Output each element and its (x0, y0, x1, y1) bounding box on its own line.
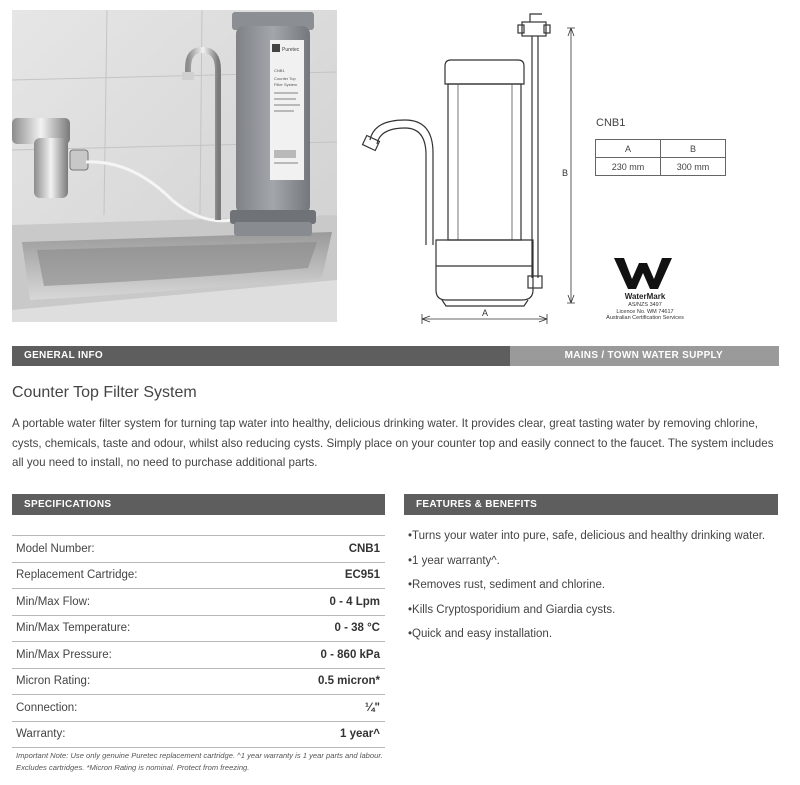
spec-value: 0 - 860 kPa (320, 648, 380, 661)
water-supply-heading: MAINS / TOWN WATER SUPPLY (510, 346, 779, 366)
spec-row (12, 589, 385, 616)
product-title: Counter Top Filter System (12, 384, 197, 401)
spec-row (12, 721, 385, 748)
watermark-logo (612, 255, 674, 291)
spec-label: Connection: (16, 701, 78, 714)
features-list (408, 530, 765, 653)
spec-value: ¼" (364, 701, 380, 714)
general-info-heading: GENERAL INFO (12, 346, 510, 366)
spec-row (12, 615, 385, 642)
photo-brand-label: Puretec (282, 47, 300, 53)
spec-label: Min/Max Flow: (16, 595, 91, 608)
dimension-value-b: 300 mm (661, 158, 726, 176)
product-photo (12, 10, 337, 322)
feature-item: • Removes rust, sediment and chlorine. (408, 579, 765, 604)
photo-product-label: CNB1 (274, 68, 285, 73)
dimension-value-a: 230 mm (596, 158, 661, 176)
dimension-b-label: B (562, 168, 569, 178)
spec-value: 0.5 micron* (318, 675, 380, 688)
spec-value: EC951 (344, 569, 380, 582)
spec-value: 0 - 4 Lpm (329, 595, 380, 608)
spec-value: 1 year^ (340, 728, 380, 741)
spec-label: Min/Max Pressure: (16, 648, 112, 661)
spec-label: Min/Max Temperature: (16, 622, 131, 635)
product-description: A portable water filter system for turning tap water into healthy, delicious drinking water. It provides clear, great tasting water by removing chlorine, cysts, chemicals, taste and odour, whilst also reducing cysts. Simply place on your counter top and easily connect to the faucet. The system includes all you need to install, no need to purchase additional parts. (12, 417, 774, 469)
watermark-certification (580, 292, 710, 322)
spec-row (12, 642, 385, 669)
watermark-title: WaterMark (624, 292, 666, 301)
important-note: Important Note: Use only genuine Puretec replacement cartridge. ^1 year warranty is 1 year parts and labour. Excludes cartridges. *Micron Rating is nominal. Protect from freezing. (16, 751, 383, 772)
feature-item: • 1 year warranty^. (408, 555, 765, 580)
dimensions-header-row (596, 140, 726, 158)
spec-label: Micron Rating: (16, 675, 91, 688)
dimensions-value-row (596, 158, 726, 176)
spec-row (12, 695, 385, 722)
spec-label: Replacement Cartridge: (16, 569, 138, 582)
spec-row (12, 536, 385, 563)
watermark-standard: AS/NZS 3497 (628, 302, 662, 308)
watermark-services: Australian Certification Services (606, 315, 684, 321)
general-info-bar (12, 346, 779, 366)
dimension-header-b: B (661, 140, 726, 158)
features-heading: FEATURES & BENEFITS (404, 494, 778, 515)
dimension-header-a: A (596, 140, 661, 158)
dimension-a-label: A (482, 308, 489, 318)
feature-item: • Turns your water into pure, safe, delicious and healthy drinking water. (408, 530, 765, 555)
photo-label-line-2: Filter System (274, 82, 298, 87)
spec-label: Model Number: (16, 542, 95, 555)
specifications-heading: SPECIFICATIONS (12, 494, 385, 515)
specifications-table (12, 535, 385, 748)
kitchen-sink-image (12, 10, 337, 322)
feature-item: • Quick and easy installation. (408, 628, 765, 653)
spec-row (12, 562, 385, 589)
spec-value: 0 - 38 °C (334, 622, 380, 635)
technical-drawing (350, 8, 590, 328)
spec-label: Warranty: (16, 728, 66, 741)
watermark-licence: Licence No. WM 74617 (616, 308, 674, 315)
model-code: CNB1 (596, 117, 626, 129)
feature-item: • Kills Cryptosporidium and Giardia cysts. (408, 604, 765, 629)
spec-row (12, 668, 385, 695)
photo-label-line-1: Counter Top (274, 76, 296, 81)
spec-value: CNB1 (348, 542, 380, 555)
dimensions-table (595, 139, 726, 176)
